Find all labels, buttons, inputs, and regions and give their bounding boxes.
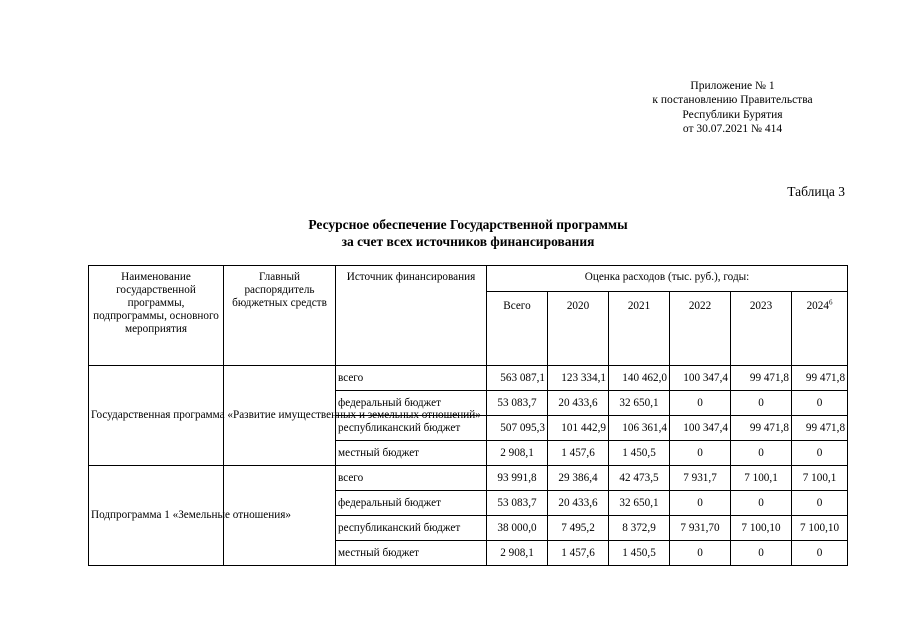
- year-2024-cell: 0: [792, 391, 848, 416]
- header-manager: Главный распорядитель бюджетных средств: [224, 266, 336, 366]
- year-2024-cell: 0: [792, 441, 848, 466]
- header-source: Источник финансирования: [336, 266, 487, 366]
- source-cell: всего: [336, 366, 487, 391]
- table-number-label: Таблица 3: [787, 184, 845, 199]
- header-estimate: Оценка расходов (тыс. руб.), годы:: [487, 266, 848, 292]
- program-name-cell: Государственная программа «Развитие имущественных и земельных отношений»: [89, 366, 224, 466]
- year-2024-cell: 0: [792, 491, 848, 516]
- year-2022-cell: 100 347,4: [670, 416, 731, 441]
- year-2020-cell: 20 433,6: [548, 491, 609, 516]
- year-2023-cell: 0: [731, 441, 792, 466]
- header-year-2020: 2020: [548, 292, 609, 366]
- header-year-2024-label: 2024: [806, 300, 829, 312]
- total-cell: 2 908,1: [487, 541, 548, 566]
- year-2021-cell: 8 372,9: [609, 516, 670, 541]
- source-cell: республиканский бюджет: [336, 516, 487, 541]
- appendix-line: от 30.07.2021 № 414: [682, 123, 783, 136]
- year-2023-cell: 7 100,10: [731, 516, 792, 541]
- source-cell: республиканский бюджет: [336, 416, 487, 441]
- year-2020-cell: 7 495,2: [548, 516, 609, 541]
- source-cell: всего: [336, 466, 487, 491]
- year-2020-cell: 29 386,4: [548, 466, 609, 491]
- year-2020-cell: 1 457,6: [548, 541, 609, 566]
- year-2023-cell: 99 471,8: [731, 416, 792, 441]
- year-2022-cell: 0: [670, 541, 731, 566]
- total-cell: 93 991,8: [487, 466, 548, 491]
- year-2020-cell: 101 442,9: [548, 416, 609, 441]
- year-2024-cell: 99 471,8: [792, 366, 848, 391]
- resource-table: [88, 265, 848, 566]
- footnote-marker: 6: [828, 298, 833, 307]
- year-2023-cell: 0: [731, 541, 792, 566]
- header-year-2021: 2021: [609, 292, 670, 366]
- year-2024-cell: 7 100,1: [792, 466, 848, 491]
- year-2021-cell: 106 361,4: [609, 416, 670, 441]
- appendix-note: [630, 79, 835, 137]
- year-2021-cell: 140 462,0: [609, 366, 670, 391]
- year-2022-cell: 0: [670, 491, 731, 516]
- total-cell: 563 087,1: [487, 366, 548, 391]
- total-cell: 507 095,3: [487, 416, 548, 441]
- year-2024-cell: 99 471,8: [792, 416, 848, 441]
- year-2023-cell: 99 471,8: [731, 366, 792, 391]
- year-2022-cell: 7 931,7: [670, 466, 731, 491]
- appendix-line: к постановлению Правительства: [652, 94, 813, 107]
- year-2020-cell: 20 433,6: [548, 391, 609, 416]
- year-2022-cell: 7 931,70: [670, 516, 731, 541]
- year-2021-cell: 32 650,1: [609, 491, 670, 516]
- source-cell: местный бюджет: [336, 441, 487, 466]
- header-year-2023: 2023: [731, 292, 792, 366]
- document-title: [88, 216, 848, 250]
- document-title-line: за счет всех источников финансирования: [341, 234, 595, 249]
- total-cell: 2 908,1: [487, 441, 548, 466]
- year-2021-cell: 42 473,5: [609, 466, 670, 491]
- year-2022-cell: 100 347,4: [670, 366, 731, 391]
- total-cell: 53 083,7: [487, 391, 548, 416]
- total-cell: 53 083,7: [487, 491, 548, 516]
- year-2020-cell: 123 334,1: [548, 366, 609, 391]
- year-2023-cell: 0: [731, 391, 792, 416]
- year-2021-cell: 1 450,5: [609, 441, 670, 466]
- program-name-cell: Подпрограмма 1 «Земельные отношения»: [89, 466, 224, 566]
- year-2020-cell: 1 457,6: [548, 441, 609, 466]
- table-row: [89, 466, 848, 491]
- source-cell: федеральный бюджет: [336, 391, 487, 416]
- header-year-2022: 2022: [670, 292, 731, 366]
- document-title-line: Ресурсное обеспечение Государственной программы: [308, 217, 628, 232]
- header-total: Всего: [487, 292, 548, 366]
- year-2021-cell: 32 650,1: [609, 391, 670, 416]
- table-row: [89, 366, 848, 391]
- year-2022-cell: 0: [670, 441, 731, 466]
- total-cell: 38 000,0: [487, 516, 548, 541]
- header-name: Наименование государственной программы, подпрограммы, основного мероприятия: [89, 266, 224, 366]
- table-header-row: [89, 266, 848, 292]
- year-2022-cell: 0: [670, 391, 731, 416]
- source-cell: федеральный бюджет: [336, 491, 487, 516]
- year-2023-cell: 7 100,1: [731, 466, 792, 491]
- year-2021-cell: 1 450,5: [609, 541, 670, 566]
- source-cell: местный бюджет: [336, 541, 487, 566]
- appendix-line: Приложение № 1: [690, 80, 775, 92]
- appendix-line: Республики Бурятия: [682, 108, 783, 121]
- year-2024-cell: 0: [792, 541, 848, 566]
- year-2024-cell: 7 100,10: [792, 516, 848, 541]
- header-year-2024: [792, 292, 848, 366]
- year-2023-cell: 0: [731, 491, 792, 516]
